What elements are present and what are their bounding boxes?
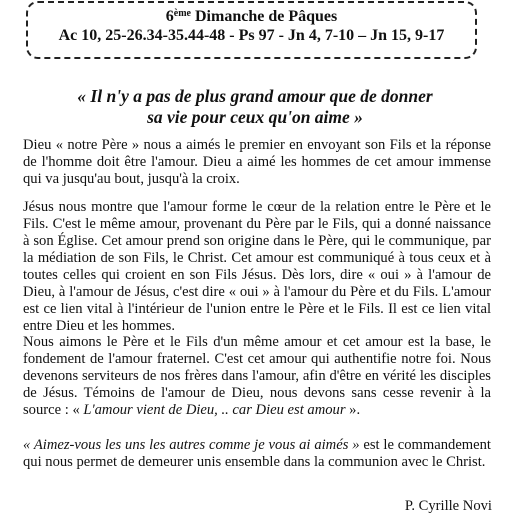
paragraph-4-citation: « Aimez-vous les uns les autres comme je vous ai aimés » — [23, 437, 360, 453]
quote-line-1: « Il n'y a pas de plus grand amour que de donner — [77, 86, 433, 106]
title-rest: Dimanche de Pâques — [190, 8, 338, 25]
paragraph-4 — [23, 437, 491, 471]
paragraph-3-end: ». — [345, 402, 361, 418]
header-title — [28, 7, 475, 27]
header-box — [26, 1, 477, 59]
quote-title — [0, 86, 510, 128]
paragraph-3-text: Nous aimons le Père et le Fils d'un même amour et cet amour est la base, le fondement de l'amour fraternel. C'est cet amour qui authentifie notre foi. Nous devenons serviteurs de nos frères dans l'amour, afin d'être en vérité les disciples de Jésus. Témoins de l'amour de Dieu, nous devons sans cesse revenir à la source : « — [23, 334, 491, 418]
signature: P. Cyrille Novi — [404, 498, 492, 514]
ordinal-number: 6 — [165, 8, 174, 25]
ordinal-suffix: ème — [173, 8, 191, 19]
quote-line-2: sa vie pour ceux qu'on aime » — [147, 107, 363, 127]
paragraph-3-citation: L'amour vient de Dieu, .. car Dieu est amour — [83, 402, 346, 418]
paragraph-3 — [23, 334, 491, 419]
header-readings: Ac 10, 25-26.34-35.44-48 - Ps 97 - Jn 4, 7-10 – Jn 15, 9-17 — [58, 27, 445, 44]
paragraph-1: Dieu « notre Père » nous a aimés le premier en envoyant son Fils et la réponse de l'homme doit être l'amour. Dieu a aimé les hommes de cet amour immense qui va jusqu'au bout, jusqu'à la croix. — [23, 137, 491, 187]
paragraph-4-text: est le commandement qui nous permet de demeurer unis ensemble dans la communion avec le Christ. — [23, 437, 491, 470]
paragraph-2: Jésus nous montre que l'amour forme le cœur de la relation entre le Père et le Fils. C'est le même amour, provenant du Père par le Fils, qui a donné naissance à son Église. Cet amour prend son origine dans le Père, qui le communique, par la médiation de son Fils, le Christ. Cet amour est communiqué à tous ceux et à toutes celles qui croient en son Fils Jésus. Dès lors, dire « oui » à l'amour de Dieu, à l'amour de Jésus, c'est dire « oui » à l'amour du Père et du Fils. L'amour est ce lien vital à l'intérieur de l'union entre le Père et le Fils. Il est ce lien vital entre Dieu et les hommes. — [23, 199, 491, 334]
